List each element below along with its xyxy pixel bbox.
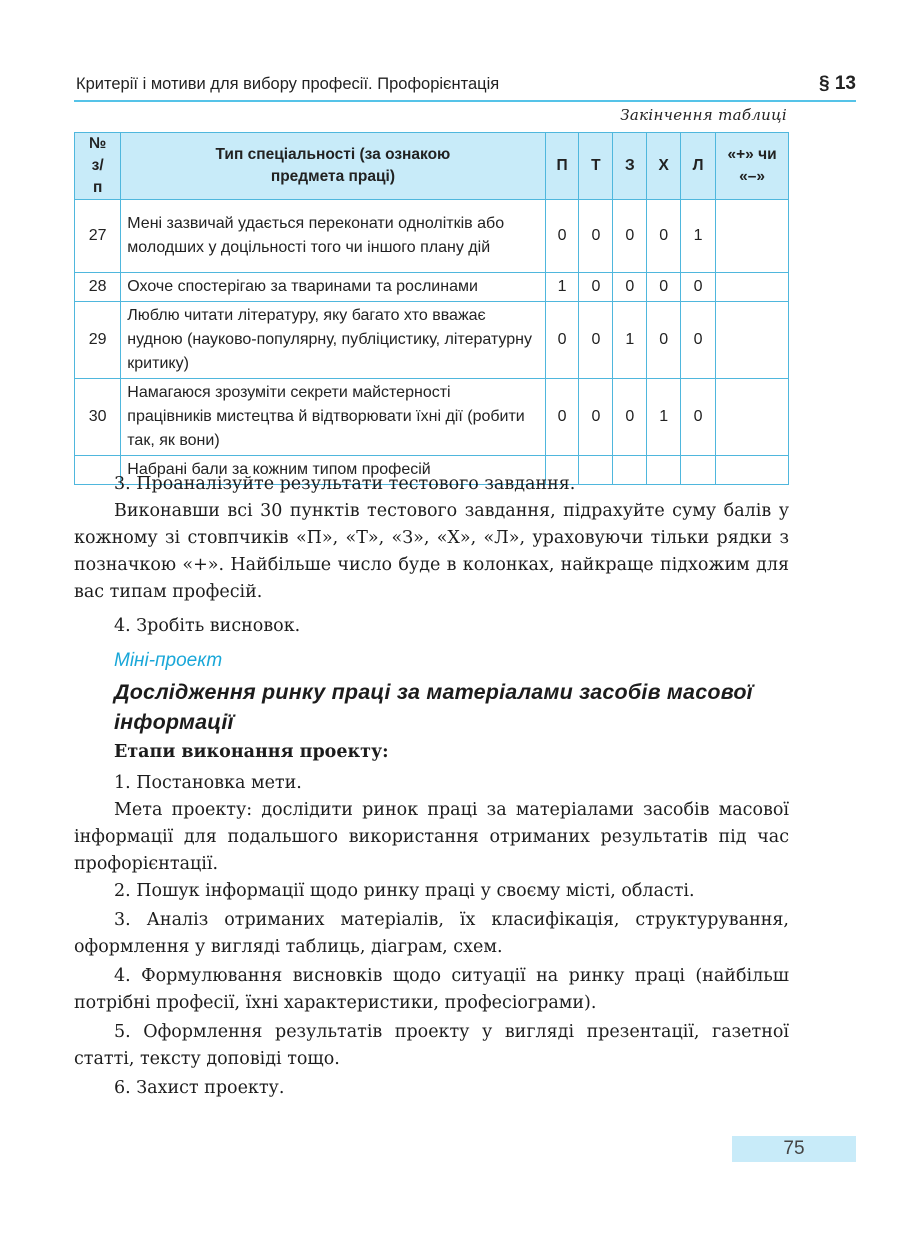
- step-3-heading: 3. Проаналізуйте результати тестового завдання.: [114, 474, 576, 494]
- section-number: § 13: [819, 73, 856, 94]
- header-mark: «+» чи «–»: [716, 133, 789, 200]
- stage-2: 2. Пошук інформації щодо ринку праці у своєму місті, області.: [114, 881, 695, 901]
- running-header: [74, 70, 856, 102]
- row-number: 27: [75, 200, 121, 273]
- header-kh: Х: [647, 133, 681, 200]
- value-z: 0: [613, 379, 647, 456]
- value-t: 0: [579, 302, 613, 379]
- table-caption: Закінчення таблиці: [620, 106, 787, 124]
- mark-cell[interactable]: [716, 379, 789, 456]
- value-kh: 0: [647, 273, 681, 302]
- row-number: 29: [75, 302, 121, 379]
- value-l: 0: [681, 302, 716, 379]
- table-header-row: [75, 133, 789, 200]
- value-p: 0: [545, 302, 579, 379]
- value-kh: 0: [647, 200, 681, 273]
- value-kh: 0: [647, 302, 681, 379]
- table-row: [75, 302, 789, 379]
- mini-project-title: Дослідження ринку праці за матеріалами засобів масової інформації: [114, 680, 753, 734]
- row-number: 28: [75, 273, 121, 302]
- header-t: Т: [579, 133, 613, 200]
- step-4-heading: 4. Зробіть висновок.: [114, 616, 301, 636]
- row-text: Набрані бали за кожним типом професій: [121, 456, 545, 485]
- header-p: П: [545, 133, 579, 200]
- project-stages-heading: Етапи виконання проекту:: [114, 742, 389, 762]
- mini-project-label: Міні-проект: [114, 650, 223, 671]
- value-t: 0: [579, 273, 613, 302]
- row-text: Мені зазвичай удається переконати однолітків або молодших у доцільності того чи іншого плану дій: [121, 200, 545, 273]
- stage-5: 5. Оформлення результатів проекту у вигляді презентації, газетної статті, тексту доповіді тощо.: [74, 1022, 789, 1069]
- value-p: 0: [545, 379, 579, 456]
- profession-test-table: [74, 132, 789, 485]
- value-l: 0: [681, 273, 716, 302]
- header-type: Тип спеціальності (за ознакою предмета праці): [121, 133, 545, 200]
- mark-cell[interactable]: [716, 302, 789, 379]
- stage-6: 6. Захист проекту.: [114, 1078, 285, 1098]
- value-z: 0: [613, 273, 647, 302]
- mark-cell[interactable]: [716, 273, 789, 302]
- value-z: 1: [613, 302, 647, 379]
- table-row: [75, 200, 789, 273]
- row-text: Охоче спостерігаю за тваринами та рослинами: [121, 273, 545, 302]
- mark-cell[interactable]: [716, 200, 789, 273]
- header-num: № з/п: [75, 133, 121, 200]
- table-row: [75, 273, 789, 302]
- stage-1: 1. Постановка мети.: [114, 773, 302, 793]
- row-text: Намагаюся зрозуміти секрети майстерності працівників мистецтва й відтворювати їхні дії (робити так, як вони): [121, 379, 545, 456]
- header-l: Л: [681, 133, 716, 200]
- row-number: 30: [75, 379, 121, 456]
- stage-3: 3. Аналіз отриманих матеріалів, їх класифікація, структурування, оформлення у вигляді таблиць, діаграм, схем.: [74, 910, 789, 957]
- project-goal: Мета проекту: дослідити ринок праці за матеріалами засобів масової інформації для подальшого використання отриманих результатів під час профорієнтації.: [74, 800, 789, 874]
- value-p: 1: [545, 273, 579, 302]
- step-3-text: Виконавши всі 30 пунктів тестового завдання, підрахуйте суму балів у кожному зі стовпчиків «П», «Т», «З», «Х», «Л», ураховуючи тільки рядки з позначкою «+». Найбільше число буде в колонках, найкраще підхожим для вас типам професій.: [74, 501, 789, 602]
- row-text: Люблю читати літературу, яку багато хто вважає нудною (науково-популярну, публіцистику, літературну критику): [121, 302, 545, 379]
- value-l: 0: [681, 379, 716, 456]
- stage-4: 4. Формулювання висновків щодо ситуації на ринку праці (найбільш потрібні професії, їхні характеристики, професіограми).: [74, 966, 789, 1013]
- chapter-title: Критерії і мотиви для вибору професії. Профорієнтація: [76, 75, 500, 93]
- value-p: 0: [545, 200, 579, 273]
- value-l: 1: [681, 200, 716, 273]
- value-z: 0: [613, 200, 647, 273]
- value-kh: 1: [647, 379, 681, 456]
- header-z: З: [613, 133, 647, 200]
- page-number: 75: [732, 1136, 856, 1162]
- value-t: 0: [579, 379, 613, 456]
- value-t: 0: [579, 200, 613, 273]
- table-row: [75, 379, 789, 456]
- project-stages-list: [74, 770, 789, 1102]
- instructions-block: [74, 471, 789, 640]
